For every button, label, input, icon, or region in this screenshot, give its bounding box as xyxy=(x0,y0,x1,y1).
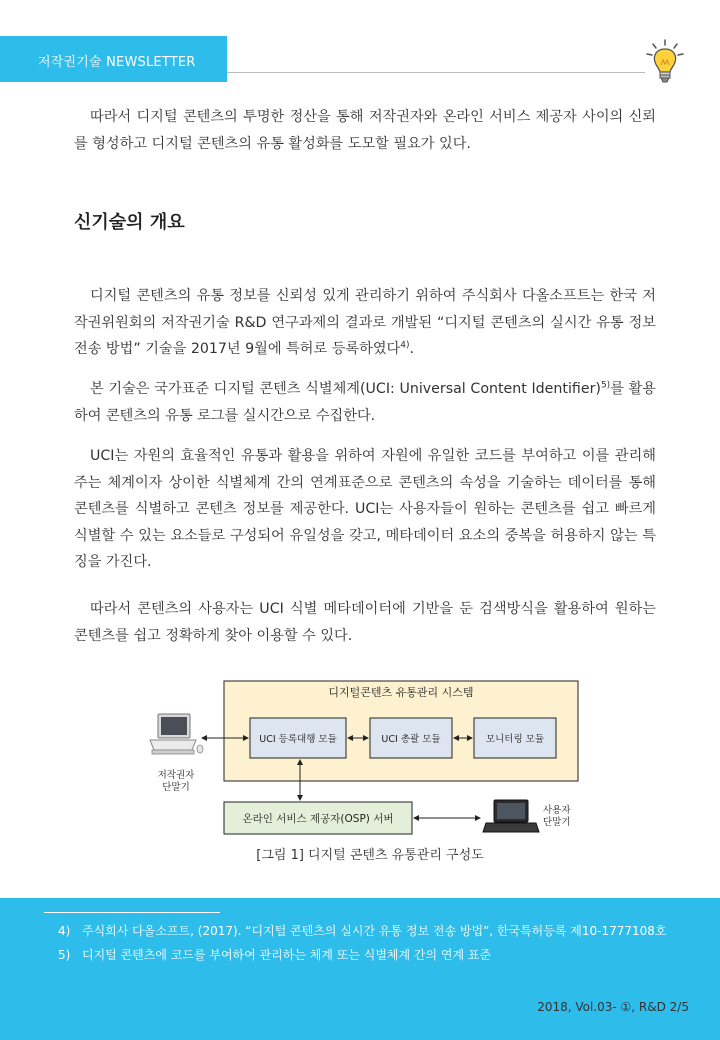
module-monitor-label: 모니터링 모듈 xyxy=(485,734,545,745)
header-rule xyxy=(227,72,645,73)
lightbulb-icon xyxy=(643,38,687,88)
module-aggregate-label: UCI 총괄 모듈 xyxy=(381,734,441,745)
page-info: 2018, Vol.03- ①, R&D 2/5 xyxy=(537,1000,689,1014)
figure-caption: [그림 1] 디지털 콘텐츠 유통관리 구성도 xyxy=(256,848,484,863)
module-register-label: UCI 등록대행 모듈 xyxy=(259,734,337,745)
footer-panel xyxy=(0,898,720,1040)
newsletter-title: 저작권기술 NEWSLETTER xyxy=(38,55,196,70)
desktop-computer-icon xyxy=(150,714,203,754)
laptop-icon xyxy=(483,800,539,832)
paragraph-3: UCI는 자원의 효율적인 유통과 활용을 위하여 자원에 유일한 코드를 부여하고 이를 관리해 주는 체계이자 상이한 식별체계 간의 연계표준으로 콘텐츠의 속성을 기술하는 데이터를 통해 콘텐츠를 식별하고 콘텐츠 정보를 제공한다. UCI는 사용자들이 원하는 콘텐츠를 쉽고 빠르게 식별할 수 있는 요소들로 구성되어 유일성을 갖고, 메타데이터 요소의 중복을 허용하지 않는 특징을 가진다. xyxy=(74,448,656,570)
footnote-ref-4: 4) xyxy=(400,340,410,351)
footnote-rule xyxy=(44,912,220,913)
author-terminal-label-1: 저작권자 xyxy=(157,770,195,781)
footnote-4: 4) 주식회사 다올소프트, (2017). “디지털 콘텐츠의 실시간 유통 정보 전송 방법”, 한국특허등록 제10-1777108호 xyxy=(58,924,667,938)
section-title: 신기술의 개요 xyxy=(74,212,185,233)
paragraph-2: 본 기술은 국가표준 디지털 콘텐츠 식별체계(UCI: Universal Content Identifier)$^{5)}$를 활용하여 콘텐츠의 유통 로그를 실시간으로 수집한다. xyxy=(74,380,656,424)
intro-paragraph: 따라서 디지털 콘텐츠의 투명한 정산을 통해 저작권자와 온라인 서비스 제공자 사이의 신뢰를 형성하고 디지털 콘텐츠의 유통 활성화를 도모할 필요가 있다. xyxy=(74,109,656,152)
author-terminal-label-2: 단말기 xyxy=(162,782,190,793)
paragraph-4: 따라서 콘텐츠의 사용자는 UCI 식별 메타데이터에 기반을 둔 검색방식을 활용하여 원하는 콘텐츠를 쉽고 정확하게 찾아 이용할 수 있다. xyxy=(74,601,656,644)
system-title: 디지털콘텐츠 유통관리 시스템 xyxy=(328,686,474,699)
footnote-ref-5: 5) xyxy=(600,380,611,391)
distribution-diagram xyxy=(140,676,600,872)
osp-server-label: 온라인 서비스 제공자(OSP) 서버 xyxy=(242,813,394,825)
user-terminal-label-1: 사용자 xyxy=(543,805,571,816)
paragraph-1: 디지털 콘텐츠의 유통 정보를 신뢰성 있게 관리하기 위하여 주식회사 다올소프트는 한국 저작권위원회의 저작권기술 R&D 연구과제의 결과로 개발된 “디지털 콘텐츠의 실시간 유통 정보 전송 방법” 기술을 2017년 9월에 특허로 등록하였다$^{4)}$. xyxy=(74,288,656,357)
footnote-5: 5) 디지털 콘텐츠에 코드를 부여하여 관리하는 체계 또는 식별체계 간의 연계 표준 xyxy=(58,948,492,962)
user-terminal-label-2: 단말기 xyxy=(543,817,571,828)
